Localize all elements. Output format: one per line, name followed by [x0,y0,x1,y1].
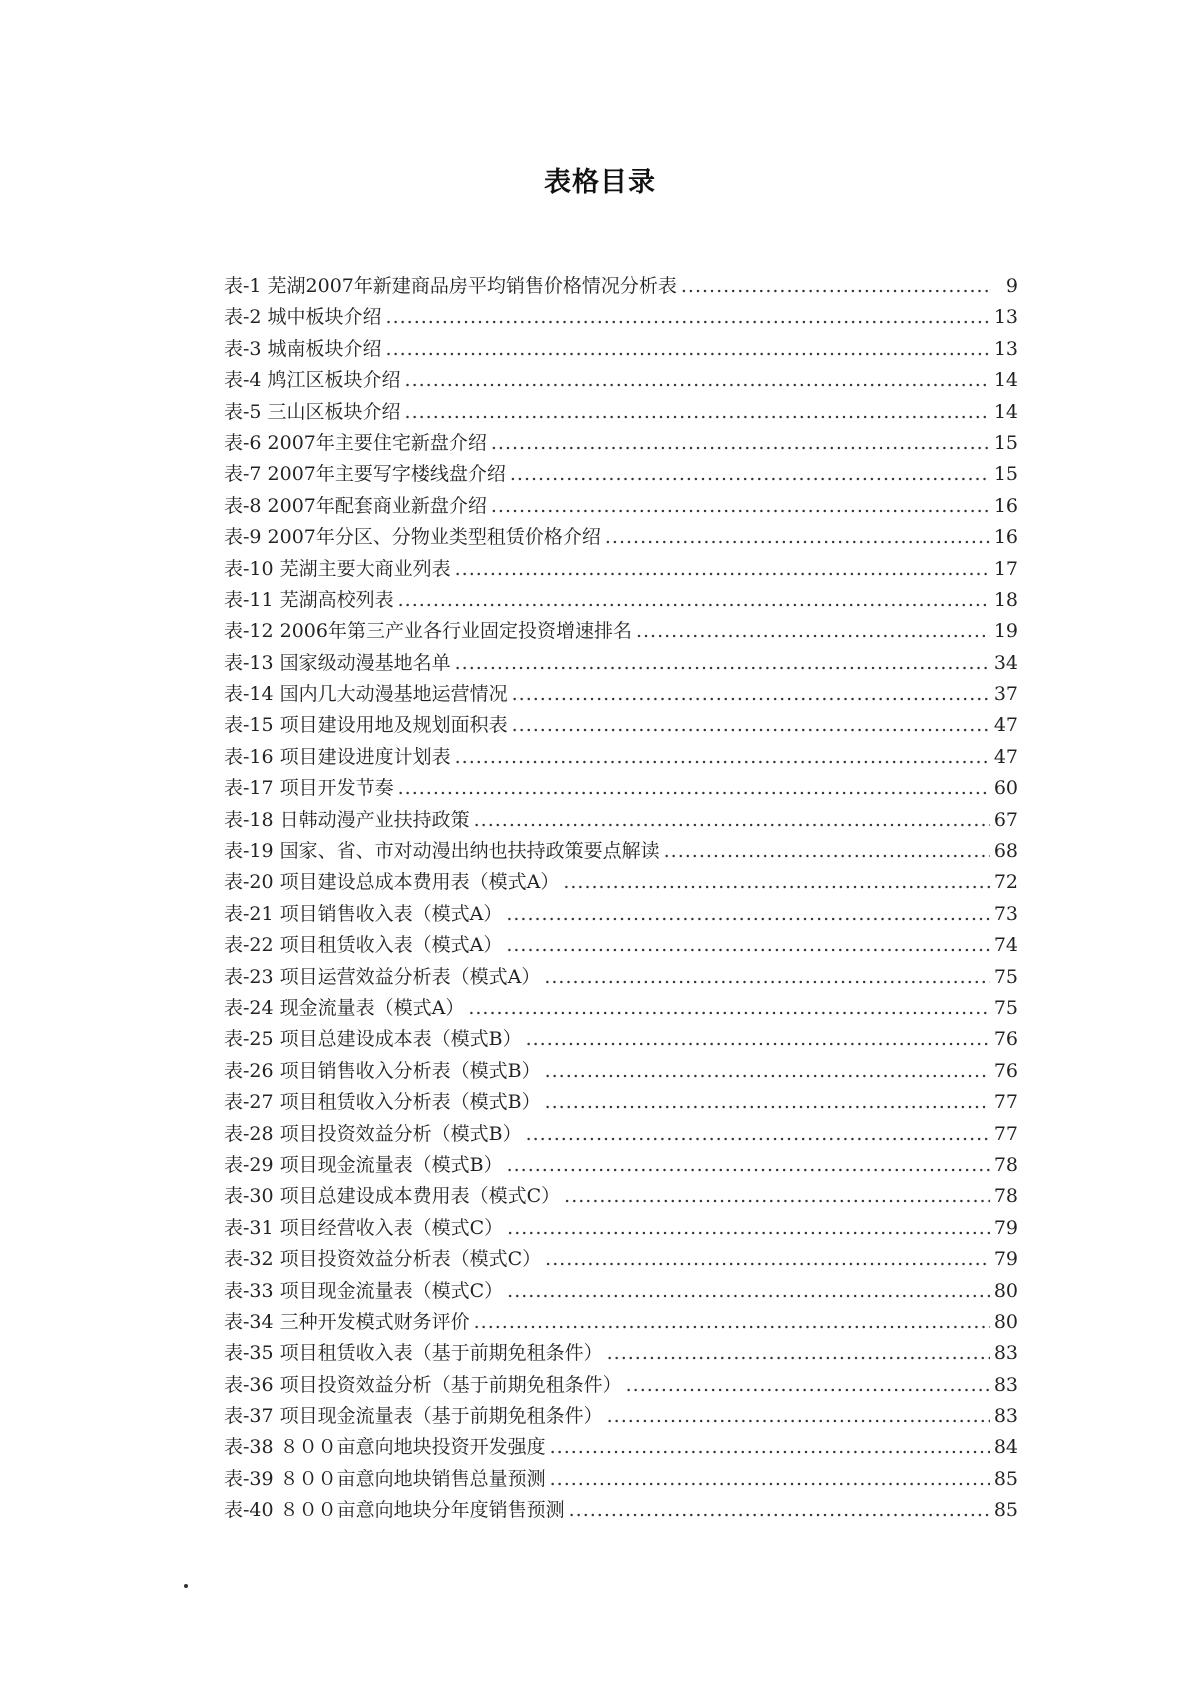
toc-entry-page: 34 [993,651,1018,674]
toc-leader-dots [386,334,990,365]
toc-entry-page: 83 [993,1405,1018,1428]
toc-leader-dots [550,1432,990,1463]
toc-entry[interactable] [224,742,1018,773]
toc-entry-page: 79 [993,1248,1018,1271]
toc-entry-number: 表-10 [224,557,274,580]
toc-entry[interactable] [224,1495,1018,1526]
toc-leader-dots [545,1087,990,1118]
toc-entry-label: 日韩动漫产业扶持政策 [279,808,470,831]
toc-entry[interactable] [224,428,1018,459]
toc-entry[interactable] [224,459,1018,490]
toc-entry-number: 表-25 [224,1028,274,1051]
toc-entry[interactable] [224,554,1018,585]
toc-entry[interactable] [224,899,1018,930]
toc-leader-dots [398,773,990,804]
toc-leader-dots [506,930,989,961]
toc-entry[interactable] [224,930,1018,961]
toc-entry-page: 15 [993,463,1018,486]
toc-entry-label: ８００亩意向地块投资开发强度 [279,1436,546,1459]
toc-entry[interactable] [224,836,1018,867]
toc-entry[interactable] [224,867,1018,898]
toc-entry-page: 83 [993,1342,1018,1365]
toc-entry-number: 表-18 [224,808,274,831]
toc-entry-page: 76 [993,1059,1018,1082]
toc-entry-page: 74 [993,934,1018,957]
toc-entry[interactable] [224,616,1018,647]
toc-leader-dots [507,1213,990,1244]
toc-entry-number: 表-23 [224,965,274,988]
toc-entry-page: 84 [993,1436,1018,1459]
toc-entry[interactable] [224,1432,1018,1463]
toc-entry-number: 表-19 [224,840,274,863]
toc-entry-page: 13 [993,337,1018,360]
toc-entry-page: 72 [993,871,1018,894]
toc-leader-dots [491,491,990,522]
toc-entry-page: 9 [1005,275,1018,297]
toc-entry-number: 表-5 [224,400,262,423]
toc-entry-number: 表-29 [224,1153,274,1176]
toc-entry-label: 2006年第三产业各行业固定投资增速排名 [279,620,632,643]
toc-leader-dots [455,554,990,585]
toc-entry-page: 37 [993,683,1018,706]
toc-entry-label: 芜湖2007年新建商品房平均销售价格情况分析表 [267,275,677,297]
toc-entry[interactable] [224,271,1018,302]
toc-entry-number: 表-14 [224,683,274,706]
toc-entry[interactable] [224,1150,1018,1181]
toc-entry-page: 77 [993,1091,1018,1114]
toc-entry[interactable] [224,993,1018,1024]
toc-entry-label: 2007年主要住宅新盘介绍 [267,431,487,454]
toc-entry-label: 项目投资效益分析（模式B） [279,1122,522,1145]
toc-entry[interactable] [224,773,1018,804]
toc-entry-label: 项目现金流量表（模式B） [279,1153,503,1176]
toc-entry-number: 表-17 [224,777,274,800]
toc-entry-page: 77 [993,1122,1018,1145]
toc-entry-number: 表-27 [224,1091,274,1114]
toc-entry-page: 68 [993,840,1018,863]
toc-entry-page: 85 [993,1467,1018,1490]
toc-entry-page: 85 [993,1499,1018,1522]
toc-entry-number: 表-11 [224,588,274,611]
toc-entry-page: 16 [993,494,1018,517]
toc-entry-page: 75 [993,996,1018,1019]
toc-leader-dots [569,1495,990,1526]
toc-entry[interactable] [224,1119,1018,1150]
toc-entry[interactable] [224,805,1018,836]
toc-entry-page: 80 [993,1279,1018,1302]
toc-entry-number: 表-16 [224,745,274,768]
toc-entry-page: 18 [993,588,1018,611]
toc-leader-dots [550,1464,990,1495]
toc-entry-label: 芜湖主要大商业列表 [279,557,451,580]
toc-entry-label: ８００亩意向地块分年度销售预测 [279,1499,565,1522]
toc-entry-label: 项目销售收入分析表（模式B） [279,1059,541,1082]
toc-entry-page: 83 [993,1373,1018,1396]
toc-entry[interactable] [224,710,1018,741]
toc-leader-dots [526,1119,990,1150]
toc-entry-page: 47 [993,745,1018,768]
toc-leader-dots [545,1244,990,1275]
toc-entry-label: 三种开发模式财务评价 [279,1310,470,1333]
toc-entry-label: 项目现金流量表（基于前期免租条件） [279,1405,603,1428]
toc-entry-number: 表-34 [224,1310,274,1333]
table-of-contents [224,271,1018,1527]
toc-entry-page: 17 [993,557,1018,580]
toc-entry-page: 14 [993,400,1018,423]
toc-leader-dots [506,899,989,930]
toc-leader-dots [664,836,990,867]
toc-leader-dots [491,428,990,459]
toc-leader-dots [507,1276,990,1307]
toc-leader-dots [512,679,990,710]
toc-entry-label: 国内几大动漫基地运营情况 [279,683,508,706]
toc-entry-number: 表-40 [224,1499,274,1522]
toc-entry[interactable] [224,365,1018,396]
toc-entry-number: 表-6 [224,431,262,454]
toc-entry-number: 表-21 [224,902,274,925]
toc-entry[interactable] [224,962,1018,993]
toc-entry[interactable] [224,1370,1018,1401]
toc-entry-label: 项目投资效益分析（基于前期免租条件） [279,1373,622,1396]
toc-entry-label: 项目租赁收入分析表（模式B） [279,1091,541,1114]
toc-entry-label: 项目运营效益分析表（模式A） [279,965,541,988]
toc-entry-label: 2007年主要写字楼线盘介绍 [267,463,506,486]
toc-entry-label: 项目销售收入表（模式A） [279,902,503,925]
toc-entry-label: 2007年分区、分物业类型租赁价格介绍 [267,526,601,549]
toc-leader-dots [474,805,990,836]
toc-entry-label: 项目总建设成本表（模式B） [279,1028,522,1051]
toc-entry-label: 项目建设总成本费用表（模式A） [279,871,560,894]
toc-entry[interactable] [224,491,1018,522]
toc-entry-page: 79 [993,1216,1018,1239]
toc-entry-page: 15 [993,431,1018,454]
toc-entry[interactable] [224,648,1018,679]
toc-entry-page: 60 [993,777,1018,800]
toc-leader-dots [636,616,990,647]
toc-entry[interactable] [224,1213,1018,1244]
toc-entry-label: 项目开发节奏 [279,777,394,800]
toc-leader-dots [544,962,989,993]
toc-entry[interactable] [224,1244,1018,1275]
toc-entry-page: 80 [993,1310,1018,1333]
toc-leader-dots [526,1024,990,1055]
toc-entry-number: 表-20 [224,871,274,894]
toc-entry-number: 表-28 [224,1122,274,1145]
toc-entry-number: 表-32 [224,1248,274,1271]
toc-leader-dots [455,648,990,679]
toc-entry-number: 表-13 [224,651,274,674]
toc-entry-page: 78 [993,1153,1018,1176]
toc-entry-label: 芜湖高校列表 [279,588,394,611]
page-dot-mark [184,1584,188,1588]
toc-leader-dots [607,1401,990,1432]
toc-entry-label: ８００亩意向地块销售总量预测 [279,1467,546,1490]
toc-leader-dots [474,1307,990,1338]
toc-entry-page: 19 [993,620,1018,643]
toc-entry-page: 13 [993,306,1018,329]
toc-entry-number: 表-33 [224,1279,274,1302]
toc-entry-label: 项目建设进度计划表 [279,745,451,768]
toc-leader-dots [468,993,989,1024]
toc-entry-label: 项目建设用地及规划面积表 [279,714,508,737]
toc-leader-dots [455,742,990,773]
toc-entry-number: 表-9 [224,526,262,549]
toc-entry-number: 表-7 [224,463,262,486]
toc-entry-label: 鸠江区板块介绍 [267,369,401,392]
toc-entry-label: 国家级动漫基地名单 [279,651,451,674]
toc-entry-label: 国家、省、市对动漫出纳也扶持政策要点解读 [279,840,660,863]
toc-entry[interactable] [224,1307,1018,1338]
toc-entry-label: 项目现金流量表（模式C） [279,1279,504,1302]
toc-entry-page: 76 [993,1028,1018,1051]
toc-entry-number: 表-31 [224,1216,274,1239]
toc-leader-dots [681,271,992,302]
toc-leader-dots [607,1338,990,1369]
toc-entry[interactable] [224,522,1018,553]
toc-entry[interactable] [224,302,1018,333]
toc-entry[interactable] [224,1056,1018,1087]
toc-entry-page: 67 [993,808,1018,831]
toc-entry[interactable] [224,1087,1018,1118]
toc-entry[interactable] [224,585,1018,616]
toc-leader-dots [563,867,989,898]
toc-entry-number: 表-24 [224,996,274,1019]
toc-entry-number: 表-12 [224,620,274,643]
toc-entry-number: 表-26 [224,1059,274,1082]
toc-leader-dots [386,302,990,333]
toc-entry-page: 47 [993,714,1018,737]
toc-entry[interactable] [224,1181,1018,1212]
toc-entry[interactable] [224,679,1018,710]
toc-entry-number: 表-1 [224,275,262,297]
toc-entry-label: 三山区板块介绍 [267,400,401,423]
toc-entry-number: 表-36 [224,1373,274,1396]
toc-leader-dots [605,522,990,553]
toc-entry-label: 项目经营收入表（模式C） [279,1216,504,1239]
toc-entry-page: 75 [993,965,1018,988]
toc-entry-label: 项目总建设成本费用表（模式C） [279,1185,561,1208]
toc-entry[interactable] [224,1276,1018,1307]
toc-entry[interactable] [224,1464,1018,1495]
toc-entry-page: 78 [993,1185,1018,1208]
toc-entry-number: 表-37 [224,1405,274,1428]
toc-entry[interactable] [224,1401,1018,1432]
toc-entry-label: 项目投资效益分析表（模式C） [279,1248,542,1271]
toc-entry-label: 2007年配套商业新盘介绍 [267,494,487,517]
toc-entry-label: 城南板块介绍 [267,337,382,360]
toc-entry-page: 73 [993,902,1018,925]
toc-entry-number: 表-38 [224,1436,274,1459]
toc-entry-number: 表-3 [224,337,262,360]
toc-entry[interactable] [224,1024,1018,1055]
toc-entry[interactable] [224,397,1018,428]
page-title: 表格目录 [544,167,656,198]
toc-leader-dots [507,1150,990,1181]
toc-entry-number: 表-39 [224,1467,274,1490]
toc-entry-number: 表-8 [224,494,262,517]
toc-entry-label: 项目租赁收入表（基于前期免租条件） [279,1342,603,1365]
toc-entry[interactable] [224,334,1018,365]
toc-leader-dots [405,365,990,396]
toc-entry-label: 城中板块介绍 [267,306,382,329]
toc-entry-page: 14 [993,369,1018,392]
toc-entry[interactable] [224,1338,1018,1369]
toc-entry-number: 表-2 [224,306,262,329]
toc-entry-label: 项目租赁收入表（模式A） [279,934,503,957]
toc-leader-dots [626,1370,990,1401]
toc-entry-number: 表-15 [224,714,274,737]
toc-leader-dots [398,585,990,616]
toc-entry-number: 表-4 [224,369,262,392]
toc-entry-label: 现金流量表（模式A） [279,996,465,1019]
toc-entry-number: 表-30 [224,1185,274,1208]
toc-entry-number: 表-35 [224,1342,274,1365]
toc-leader-dots [545,1056,990,1087]
toc-entry-page: 16 [993,526,1018,549]
toc-leader-dots [512,710,990,741]
toc-leader-dots [510,459,990,490]
toc-entry-number: 表-22 [224,934,274,957]
toc-leader-dots [564,1181,990,1212]
toc-leader-dots [405,397,990,428]
